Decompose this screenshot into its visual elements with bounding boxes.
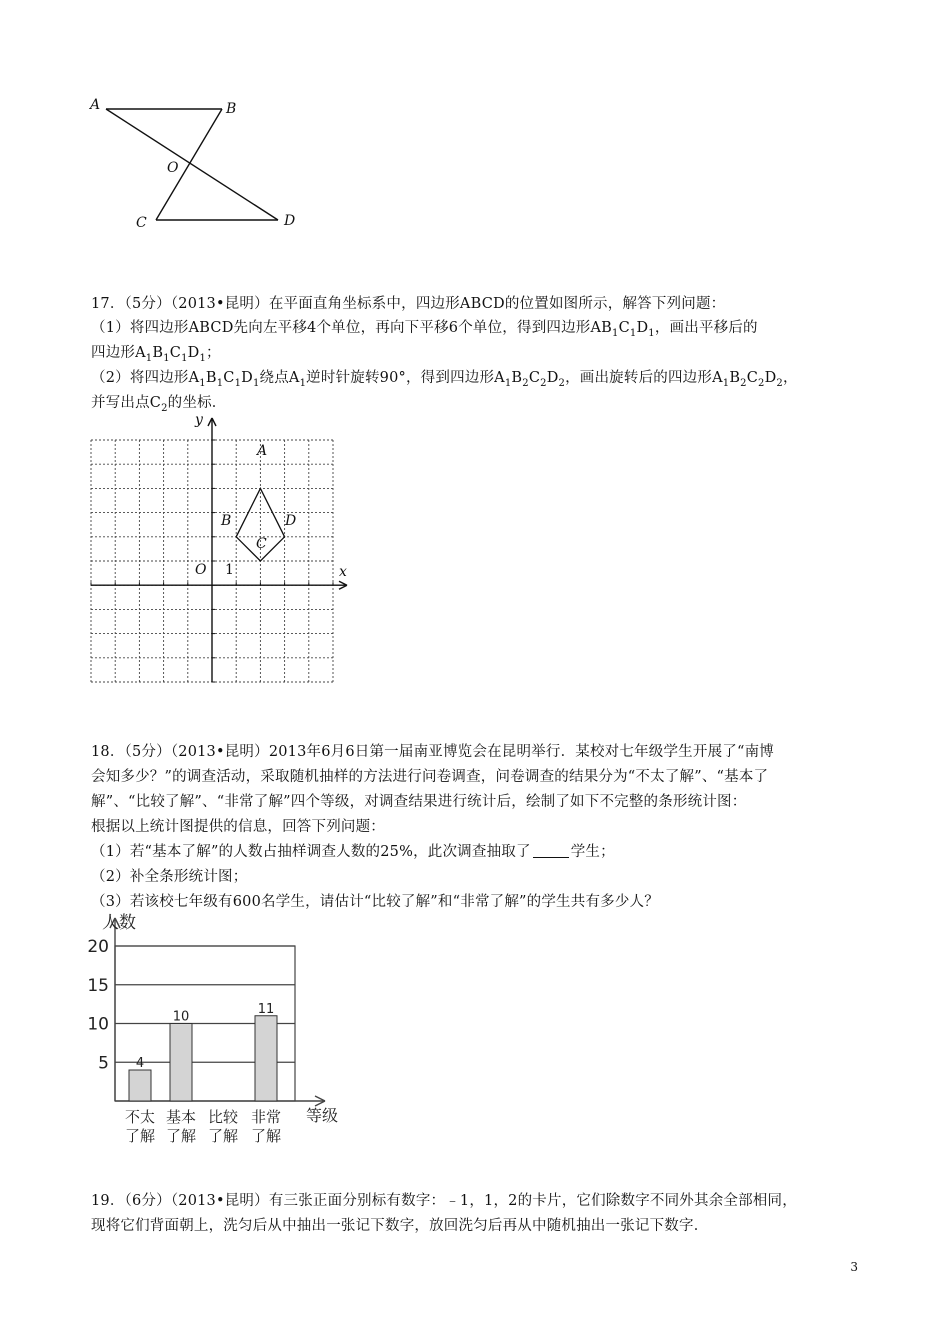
q19-line2: 现将它们背面朝上，洗匀后从中抽出一张记下数字，放回洗匀后再从中随机抽出一张记下数字．	[91, 1218, 709, 1234]
fig-label-b: B	[226, 101, 237, 117]
q17-part1-text-b: ，画出平移后的	[654, 320, 758, 336]
category-label: 了解	[250, 1127, 282, 1145]
grid-label-c: C	[256, 536, 267, 552]
q18-line4: 根据以上统计图提供的信息，回答下列问题：	[91, 819, 385, 835]
segment-bc	[156, 109, 222, 220]
q17-part3-text-b: 的坐标．	[167, 395, 227, 411]
grid-label-one: 1	[225, 562, 234, 578]
bar	[255, 1016, 277, 1101]
q18-line2: 会知多少？”的调查活动，采取随机抽样的方法进行问卷调查，问卷调查的结果分为“不太了解”、“基本了	[91, 769, 769, 785]
fig-label-a: A	[90, 97, 101, 113]
q18-line5-text-b: 学生；	[570, 844, 615, 860]
grid-label-origin: O	[195, 562, 207, 578]
x-axis-title: 等级	[306, 1106, 339, 1125]
y-axis-title: 人数	[102, 913, 136, 933]
q17-part2-text-c: 逆时针旋转90°，得到四边形A	[306, 370, 505, 386]
answer-blank[interactable]	[533, 843, 569, 858]
grid-label-d: D	[285, 513, 297, 529]
category-label: 比较	[207, 1108, 239, 1126]
y-tick-label: 20	[87, 937, 109, 957]
q17-part3: 并写出点$C_2$的坐标．	[91, 395, 227, 414]
category-label: 非常	[250, 1108, 282, 1126]
page-number: 3	[850, 1260, 858, 1274]
y-tick-label: 10	[87, 1014, 109, 1035]
grid-label-y: y	[195, 412, 203, 428]
q18-line6: （2）补全条形统计图；	[91, 869, 248, 885]
bar	[170, 1024, 192, 1102]
q18-line5-text-a: （1）若“基本了解”的人数占抽样调查人数的25%，此次调查抽取了	[91, 844, 531, 860]
q17-part3-text-a: 并写出点C	[91, 395, 162, 411]
grid-label-b: B	[221, 513, 232, 529]
y-tick-label: 15	[87, 975, 109, 996]
fig-label-o: O	[167, 160, 179, 176]
category-label: 了解	[207, 1127, 239, 1145]
category-label: 基本	[165, 1108, 197, 1126]
q17-part2: （2）将四边形$A_1B_1C_1D_1$绕点$A_1$逆时针旋转90°，得到四边形$A_1B_2C_2D_2$，画出旋转后的四边形$A_1B_2C_2D_2$，	[91, 370, 798, 389]
bar-chart	[80, 908, 380, 1148]
q18-line5	[91, 842, 615, 862]
q19-line1: 19．（6分）（2013•昆明）有三张正面分别标有数字：﹣1，1，2的卡片，它们除数字不同外其余全部相同，	[91, 1193, 797, 1209]
q17-head: 17．（5分）（2013•昆明）在平面直角坐标系中，四边形ABCD的位置如图所示，解答下列问题：	[91, 296, 726, 312]
q17-part2-text-a: （2）将四边形A	[91, 370, 200, 386]
q17-part1-text-a: （1）将四边形ABCD先向左平移4个单位，再向下平移6个单位，得到四边形A	[91, 320, 602, 336]
category-label: 了解	[124, 1127, 156, 1145]
coordinate-grid	[80, 412, 360, 688]
fig-label-c: C	[136, 215, 147, 231]
q18-line3: 解”、“比较了解”、“非常了解”四个等级，对调查结果进行统计后，绘制了如下不完整的条形统计图：	[91, 794, 747, 810]
segment-ad	[106, 109, 278, 220]
q17-part2-text-d: ，画出旋转后的四边形A	[565, 370, 723, 386]
grid-label-a: A	[257, 443, 268, 459]
q18-line7: （3）若该校七年级有600名学生，请估计“比较了解”和“非常了解”的学生共有多少人？	[91, 894, 659, 910]
y-tick-label: 5	[98, 1053, 109, 1074]
bar	[129, 1070, 151, 1101]
category-label: 不太	[124, 1108, 156, 1126]
q17-part1-cont: 四边形$A_1B_1C_1D_1$；	[91, 345, 221, 364]
grid-label-x: x	[339, 564, 347, 580]
q17-part1-text-c: 四边形A	[91, 345, 146, 361]
q17-part1: （1）将四边形ABCD先向左平移4个单位，再向下平移6个单位，得到四边形$AB_1C_1D_1$，画出平移后的	[91, 320, 758, 339]
bar-value-label: 4	[135, 1056, 145, 1071]
q17-part2-text-b: 绕点A	[259, 370, 300, 386]
bar-value-label: 10	[172, 1009, 190, 1025]
bar-value-label: 11	[257, 1001, 275, 1017]
fig-label-d: D	[284, 213, 296, 229]
q18-line1: 18．（5分）（2013•昆明）2013年6月6日第一届南亚博览会在昆明举行．某校对七年级学生开展了“南博	[91, 744, 774, 760]
category-label: 了解	[165, 1127, 197, 1145]
